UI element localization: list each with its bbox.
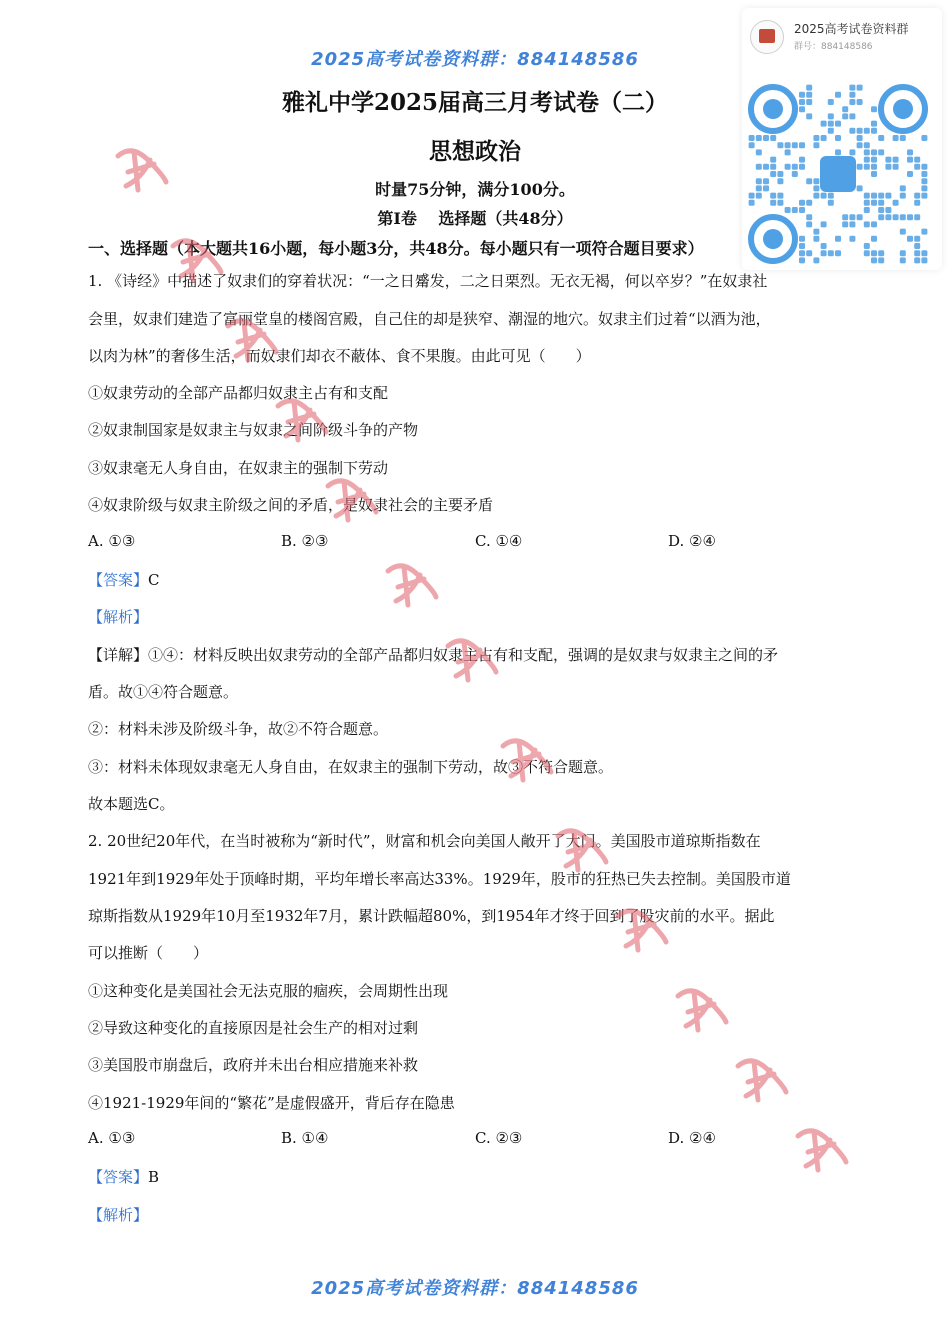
qr-module bbox=[878, 250, 884, 256]
subject-title: 思想政治 bbox=[429, 138, 521, 165]
qr-module bbox=[871, 236, 877, 242]
q1-analysis-tag: 【解析】 bbox=[88, 608, 149, 626]
qr-module bbox=[813, 257, 819, 263]
q1-option-a: A. ①③ bbox=[88, 532, 136, 550]
qr-module bbox=[900, 229, 906, 235]
qr-module bbox=[813, 236, 819, 242]
q2-stem-line: 琼斯指数从1929年10月至1932年7月，累计跌幅超80%，到1954年才终于回到了股灾前的水平。据此 bbox=[88, 907, 775, 925]
qr-module bbox=[864, 200, 870, 206]
detail-tag: 【详解】 bbox=[88, 646, 149, 664]
qr-module bbox=[799, 236, 805, 242]
q1-stem-line: 会里，奴隶们建造了富丽堂皇的楼阁宫殿，自己住的却是狭窄、潮湿的地穴。奴隶主们过着“以酒为池， bbox=[88, 310, 771, 328]
q2-item: ①这种变化是美国社会无法克服的痼疾，会周期性出现 bbox=[88, 982, 449, 1000]
q2-item: ④1921-1929年间的“繁花”是虚假盛开，背后存在隐患 bbox=[88, 1094, 455, 1112]
qr-module bbox=[893, 200, 899, 206]
q1-stem-line: 以肉为林”的奢侈生活，而奴隶们却衣不蔽体、食不果腹。由此可见（ ） bbox=[88, 347, 591, 365]
q1-item: ②奴隶制国家是奴隶主与奴隶之间阶级斗争的产物 bbox=[88, 421, 419, 439]
qr-module bbox=[878, 200, 884, 206]
qr-module bbox=[914, 257, 920, 263]
qr-module bbox=[914, 243, 920, 249]
qr-module bbox=[871, 200, 877, 206]
q2-stem-line: 1921年到1929年处于顶峰时期，平均年增长率高达33%。1929年，股市的狂热已失去控制。美国股市道 bbox=[88, 870, 791, 888]
q1-stem-line: 1. 《诗经》中描述了奴隶们的穿着状况：“一之日觱发，二之日栗烈。无衣无褐，何以卒岁？”在奴隶社 bbox=[88, 272, 768, 290]
q2-stem-line: 可以推断（ ） bbox=[88, 944, 209, 962]
qr-group-number: 群号：884148586 bbox=[794, 42, 873, 52]
qr-module bbox=[799, 257, 805, 263]
qr-module bbox=[871, 121, 877, 127]
answer-tag: 【答案】 bbox=[88, 571, 149, 589]
answer-value: B bbox=[148, 1168, 160, 1186]
group-logo-icon bbox=[750, 20, 784, 54]
qr-title: 2025高考试卷资料群 bbox=[794, 22, 909, 36]
qr-module bbox=[864, 243, 870, 249]
qr-module bbox=[777, 200, 783, 206]
q1-detail-line bbox=[88, 644, 778, 665]
section-heading: 一、选择题（本大题共16小题，每小题3分，共48分。每小题只有一项符合题目要求） bbox=[88, 239, 704, 258]
qr-module bbox=[806, 200, 812, 206]
qr-module bbox=[871, 257, 877, 263]
q1-detail-line: 盾。故①④符合题意。 bbox=[88, 683, 239, 701]
qr-module bbox=[900, 250, 906, 256]
qr-module bbox=[849, 236, 855, 242]
qr-module bbox=[914, 200, 920, 206]
q1-detail-line: ②：材料未涉及阶级斗争，故②不符合题意。 bbox=[88, 720, 389, 738]
detail-text: ①④：材料反映出奴隶劳动的全部产品都归奴隶主占有和支配，强调的是奴隶与奴隶主之间的矛 bbox=[148, 646, 779, 664]
q2-answer bbox=[88, 1166, 159, 1187]
bottom-banner: 2025高考试卷资料群：884148586 bbox=[311, 1278, 639, 1299]
part-heading: 第Ⅰ卷 选择题（共48分） bbox=[377, 209, 573, 228]
q1-item: ④奴隶阶级与奴隶主阶级之间的矛盾，是奴隶社会的主要矛盾 bbox=[88, 496, 494, 514]
q2-stem-line: 2. 20世纪20年代，在当时被称为“新时代”，财富和机会向美国人敞开了大门。美国股市道琼斯指数在 bbox=[88, 832, 761, 850]
qr-module bbox=[914, 250, 920, 256]
q1-item: ①奴隶劳动的全部产品都归奴隶主占有和支配 bbox=[88, 384, 389, 402]
qr-module bbox=[907, 236, 913, 242]
watermark-glyph bbox=[678, 991, 726, 1030]
q2-option-d: D. ②④ bbox=[668, 1129, 716, 1147]
qr-module bbox=[921, 250, 927, 256]
qr-module bbox=[914, 236, 920, 242]
qr-module bbox=[828, 200, 834, 206]
watermark-glyph bbox=[738, 1061, 786, 1100]
answer-tag: 【答案】 bbox=[88, 1168, 149, 1186]
qr-module bbox=[821, 250, 827, 256]
top-banner: 2025高考试卷资料群：884148586 bbox=[311, 49, 639, 70]
qr-module bbox=[806, 250, 812, 256]
qr-module bbox=[864, 250, 870, 256]
q1-answer bbox=[88, 569, 160, 590]
qr-module bbox=[871, 250, 877, 256]
q1-detail-line: ③：材料未体现奴隶毫无人身自由，在奴隶主的强制下劳动，故③不符合题意。 bbox=[88, 758, 614, 776]
qr-module bbox=[821, 121, 827, 127]
qr-finder-dot bbox=[763, 229, 783, 249]
qr-module bbox=[813, 229, 819, 235]
qr-module bbox=[900, 257, 906, 263]
qr-module bbox=[921, 257, 927, 263]
qr-module bbox=[749, 200, 755, 206]
q1-option-d: D. ②④ bbox=[668, 532, 716, 550]
q2-option-c: C. ②③ bbox=[475, 1129, 523, 1147]
qr-module bbox=[799, 243, 805, 249]
qr-module bbox=[828, 121, 834, 127]
q1-option-b: B. ②③ bbox=[281, 532, 329, 550]
qr-module bbox=[770, 200, 776, 206]
q2-item: ②导致这种变化的直接原因是社会生产的相对过剩 bbox=[88, 1019, 419, 1037]
q1-detail-line: 故本题选C。 bbox=[88, 795, 175, 813]
qr-module bbox=[835, 250, 841, 256]
page-title: 雅礼中学2025届高三月考试卷（二） bbox=[281, 89, 668, 116]
q1-option-c: C. ①④ bbox=[475, 532, 523, 550]
q2-analysis-tag: 【解析】 bbox=[88, 1206, 149, 1224]
qr-module bbox=[821, 243, 827, 249]
q2-item: ③美国股市崩盘后，政府并未出台相应措施来补救 bbox=[88, 1056, 419, 1074]
q2-option-a: A. ①③ bbox=[88, 1129, 136, 1147]
time-limit: 时量75分钟，满分100分。 bbox=[375, 180, 575, 199]
watermark-glyph bbox=[798, 1131, 846, 1170]
qr-module bbox=[828, 250, 834, 256]
qr-module bbox=[799, 250, 805, 256]
answer-value: C bbox=[148, 571, 160, 589]
watermark-glyph bbox=[388, 566, 436, 605]
qr-module bbox=[835, 236, 841, 242]
qr-module bbox=[835, 121, 841, 127]
qr-module bbox=[878, 257, 884, 263]
q2-option-b: B. ①④ bbox=[281, 1129, 329, 1147]
q1-item: ③奴隶毫无人身自由，在奴隶主的强制下劳动 bbox=[88, 459, 389, 477]
qr-module bbox=[921, 229, 927, 235]
qr-module bbox=[799, 200, 805, 206]
